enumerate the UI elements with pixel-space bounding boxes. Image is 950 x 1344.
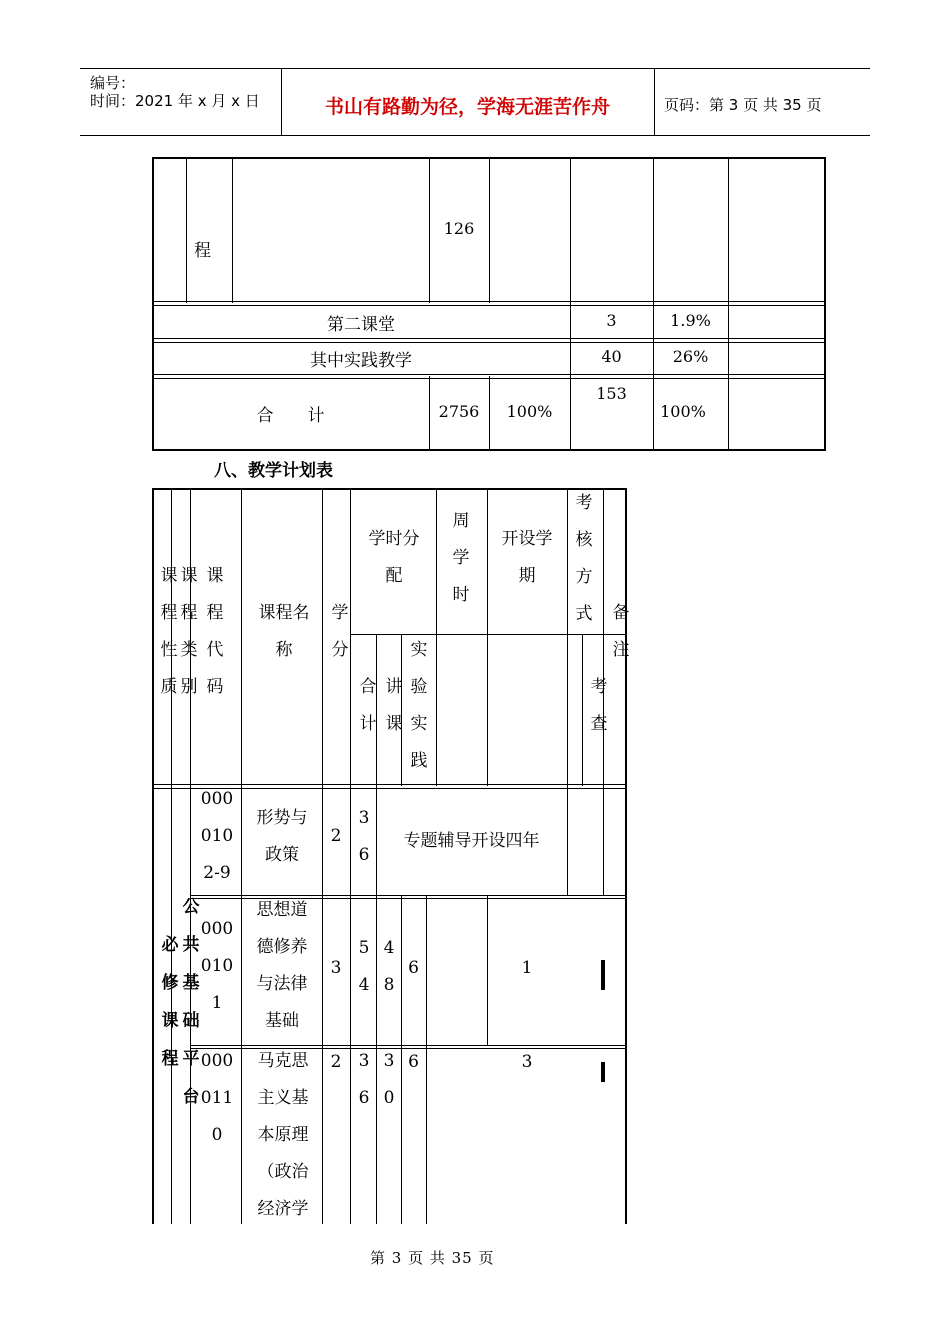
second-classroom-credits: 3	[606, 311, 617, 330]
head-lecture: 讲 课	[385, 677, 403, 734]
header-motto: 书山有路勤为径，学海无涯苦作舟	[324, 96, 610, 118]
head-code: 课 程 代 码	[206, 566, 224, 697]
head-total: 合 计	[359, 677, 377, 734]
head-lab: 实 验 实 践	[410, 640, 428, 771]
head-check: 考 查	[590, 677, 608, 734]
time-label: 时间：2021 年 x 月 x 日	[90, 92, 260, 110]
total-label: 合 计	[256, 406, 325, 426]
program-char: 程	[194, 241, 211, 261]
total-credits: 153	[596, 384, 627, 403]
row2-total: 5 4	[358, 938, 370, 995]
practice-percent: 26%	[672, 347, 709, 366]
head-weekly: 周 学 时	[452, 511, 470, 605]
row3-semester: 3	[521, 1052, 533, 1072]
row3-credit: 2	[330, 1052, 342, 1072]
head-hours-dist: 学时分 配	[368, 529, 420, 586]
total-credits-percent: 100%	[660, 402, 706, 421]
header-top-rule	[80, 68, 870, 69]
platform-label: 公 共 基 础 平 台	[182, 897, 200, 1107]
page-footer: 第 3 页 共 35 页	[370, 1249, 495, 1267]
header-bottom-rule	[80, 135, 870, 136]
row2-code: 000 010 1	[200, 919, 234, 1013]
row3-lab: 6	[408, 1052, 419, 1072]
row3-name: 马克思 主义基 本原理 （政治 经济学	[257, 1051, 309, 1219]
head-nature: 课 程 性 质	[160, 566, 178, 697]
practice-credits: 40	[601, 347, 622, 366]
row1-code: 000 010 2-9	[200, 789, 234, 883]
total-hours: 2756	[438, 402, 480, 421]
row1-total: 3 6	[358, 808, 370, 865]
page-indicator: 页码：第 3 页 共 35 页	[664, 96, 822, 114]
row2-lecture: 4 8	[383, 938, 395, 995]
row3-lecture: 3 0	[383, 1051, 395, 1108]
head-credit: 学 分	[331, 603, 349, 660]
head-category: 课 程 类 别	[180, 566, 198, 697]
total-hours-percent: 100%	[506, 402, 553, 421]
row1-name: 形势与 政策	[256, 808, 308, 865]
serial-label: 编号：	[90, 74, 136, 92]
program-hours: 126	[443, 219, 475, 238]
header-divider-right	[654, 68, 655, 135]
required-label: 必 修 课 程	[161, 935, 179, 1069]
row1-credit: 2	[330, 826, 342, 846]
row2-semester: 1	[521, 958, 533, 978]
row3-code: 000 011 0	[200, 1051, 234, 1145]
row1-note: 专题辅导开设四年	[403, 831, 540, 851]
row2-name: 思想道 德修养 与法律 基础	[256, 900, 308, 1031]
section-title: 八、教学计划表	[214, 461, 333, 481]
second-classroom-percent: 1.9%	[670, 311, 711, 330]
head-semester: 开设学 期	[501, 529, 553, 586]
second-classroom-label: 第二课堂	[327, 315, 395, 335]
row2-credit: 3	[330, 958, 342, 978]
head-name: 课程名 称	[258, 603, 310, 660]
row3-total: 3 6	[358, 1051, 370, 1108]
row2-lab: 6	[408, 958, 419, 978]
head-remark: 备 注	[612, 603, 630, 660]
head-assess: 考 核 方 式	[575, 493, 593, 624]
practice-label: 其中实践教学	[310, 351, 412, 371]
